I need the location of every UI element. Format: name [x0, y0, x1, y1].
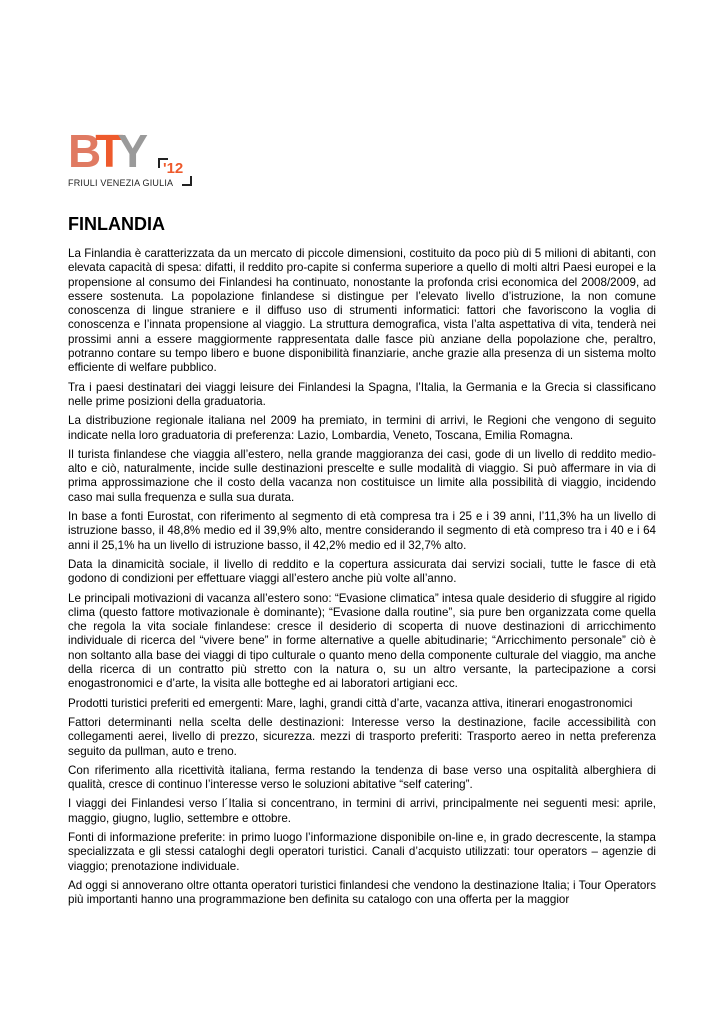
logo	[68, 125, 198, 196]
paragraph: Fattori determinanti nella scelta delle destinazioni: Interesse verso la destinazione, facile accessibilità con collegamenti aerei, livello di prezzo, sicurezza. mezzi di trasporto preferiti: Trasporto aereo in netta preferenza seguito da pullman, auto e treno.	[68, 715, 656, 758]
logo-year: '12	[163, 160, 184, 177]
paragraph: Il turista finlandese che viaggia all’estero, nella grande maggioranza dei casi, gode di un livello di reddito medio-alto e ciò, naturalmente, incide sulle destinazioni prescelte e sulle modalità di viaggio. Si può affermare in via di prima approssimazione che il costo della vacanza non costituisce un limite alla possibilità di viaggio, incidendo caso mai sulla frequenza e sulla sua durata.	[68, 447, 656, 504]
paragraph: La Finlandia è caratterizzata da un mercato di piccole dimensioni, costituito da poco più di 5 milioni di abitanti, con elevata capacità di spesa: difatti, il reddito pro-capite si conferma superiore a quello di molti altri Paesi europei e la propensione al consumo dei Finlandesi ha continuato, nonostante la profonda crisi economica del 2008/2009, ad essere sostenuta. La popolazione finlandese si distingue per l’elevato livello d’istruzione, la non comune conoscenza di lingue straniere e il diffuso uso di strumenti informatici: fattori che favoriscono la voglia di conoscenza e l’innata propensione al viaggio. La struttura demografica, vista l’alta aspettativa di vita, tenderà nei prossimi anni a essere maggiormente rappresentata dalle fasce più anziane della popolazione che, peraltro, potranno contare su tempo libero e buone disponibilità finanziarie, anche grazie alla presenza di un sistema molto efficiente di welfare pubblico.	[68, 247, 656, 375]
paragraph: La distribuzione regionale italiana nel 2009 ha premiato, in termini di arrivi, le Regioni che vengono di seguito indicate nella loro graduatoria di preferenza: Lazio, Lombardia, Veneto, Toscana, Emilia Romagna.	[68, 414, 656, 442]
logo-bracket-bottom-right	[182, 176, 192, 186]
paragraph: In base a fonti Eurostat, con riferimento al segmento di età compresa tra i 25 e i 39 anni, l’11,3% ha un livello di istruzione basso, il 48,8% medio ed il 39,9% alto, mentre considerando il segmento di età compreso tra i 40 e i 64 anni il 25,1% ha un livello di istruzione basso, il 42,2% medio ed il 32,7% alto.	[68, 510, 656, 552]
paragraph: Ad oggi si annoverano oltre ottanta operatori turistici finlandesi che vendono la destinazione Italia; i Tour Operators più importanti hanno una programmazione ben definita su catalogo con una offerta per la maggior	[68, 878, 656, 907]
page-title: FINLANDIA	[68, 214, 165, 234]
paragraph: Fonti di informazione preferite: in primo luogo l’informazione disponibile on-line e, in grado decrescente, la stampa specializzata e gli stessi cataloghi degli operatori turistici. Canali d’acquisto utilizzati: tour operators – agenzie di viaggio; prenotazione individuale.	[68, 830, 656, 873]
paragraph: Data la dinamicità sociale, il livello di reddito e la copertura assicurata dai servizi sociali, tutte le fasce di età godono di condizioni per effettuare viaggi all’estero anche più volte all’anno.	[68, 557, 656, 586]
paragraph: Le principali motivazioni di vacanza all’estero sono: “Evasione climatica” intesa quale desiderio di sfuggire al rigido clima (questo fattore motivazionale è dominante); “Evasione dalla routine”, sia pure ben organizzata come quella che regola la vita sociale finlandese: cresce il desiderio di scoperta di nuove destinazioni di arricchimento individuale di ricerca del “vivere bene” in forme alternative a quelle abitudinarie; “Arricchimento personale” ciò è non soltanto alla base dei viaggi di tipo culturale o quanto meno della componente culturale del viaggio, ma anche della ricerca di un contratto più stretto con la natura o, su un altro versante, la partecipazione a corsi enogastronomici e d’arte, la visita alle botteghe ed ai laboratori artigiani ecc.	[68, 591, 656, 691]
logo-wordmark	[68, 125, 143, 177]
document-body	[68, 247, 656, 912]
paragraph: Con riferimento alla ricettività italiana, ferma restando la tendenza di base verso una ospitalità alberghiera di qualità, cresce di continuo l’interesse verso le soluzioni abitative “self catering”.	[68, 763, 656, 792]
paragraph: I viaggi dei Finlandesi verso l´Italia si concentrano, in termini di arrivi, principalmente nei seguenti mesi: aprile, maggio, giugno, luglio, settembre e ottobre.	[68, 797, 656, 825]
logo-subtitle: FRIULI VENEZIA GIULIA	[68, 178, 174, 188]
logo-letter-b: B	[68, 125, 96, 177]
logo-letter-t: T	[95, 125, 118, 177]
logo-letter-y: Y	[117, 125, 143, 177]
paragraph: Tra i paesi destinatari dei viaggi leisure dei Finlandesi la Spagna, l’Italia, la Germania e la Grecia si classificano nelle prime posizioni della graduatoria.	[68, 380, 656, 408]
paragraph: Prodotti turistici preferiti ed emergenti: Mare, laghi, grandi città d’arte, vacanza attiva, itinerari enogastronomici	[68, 696, 633, 710]
